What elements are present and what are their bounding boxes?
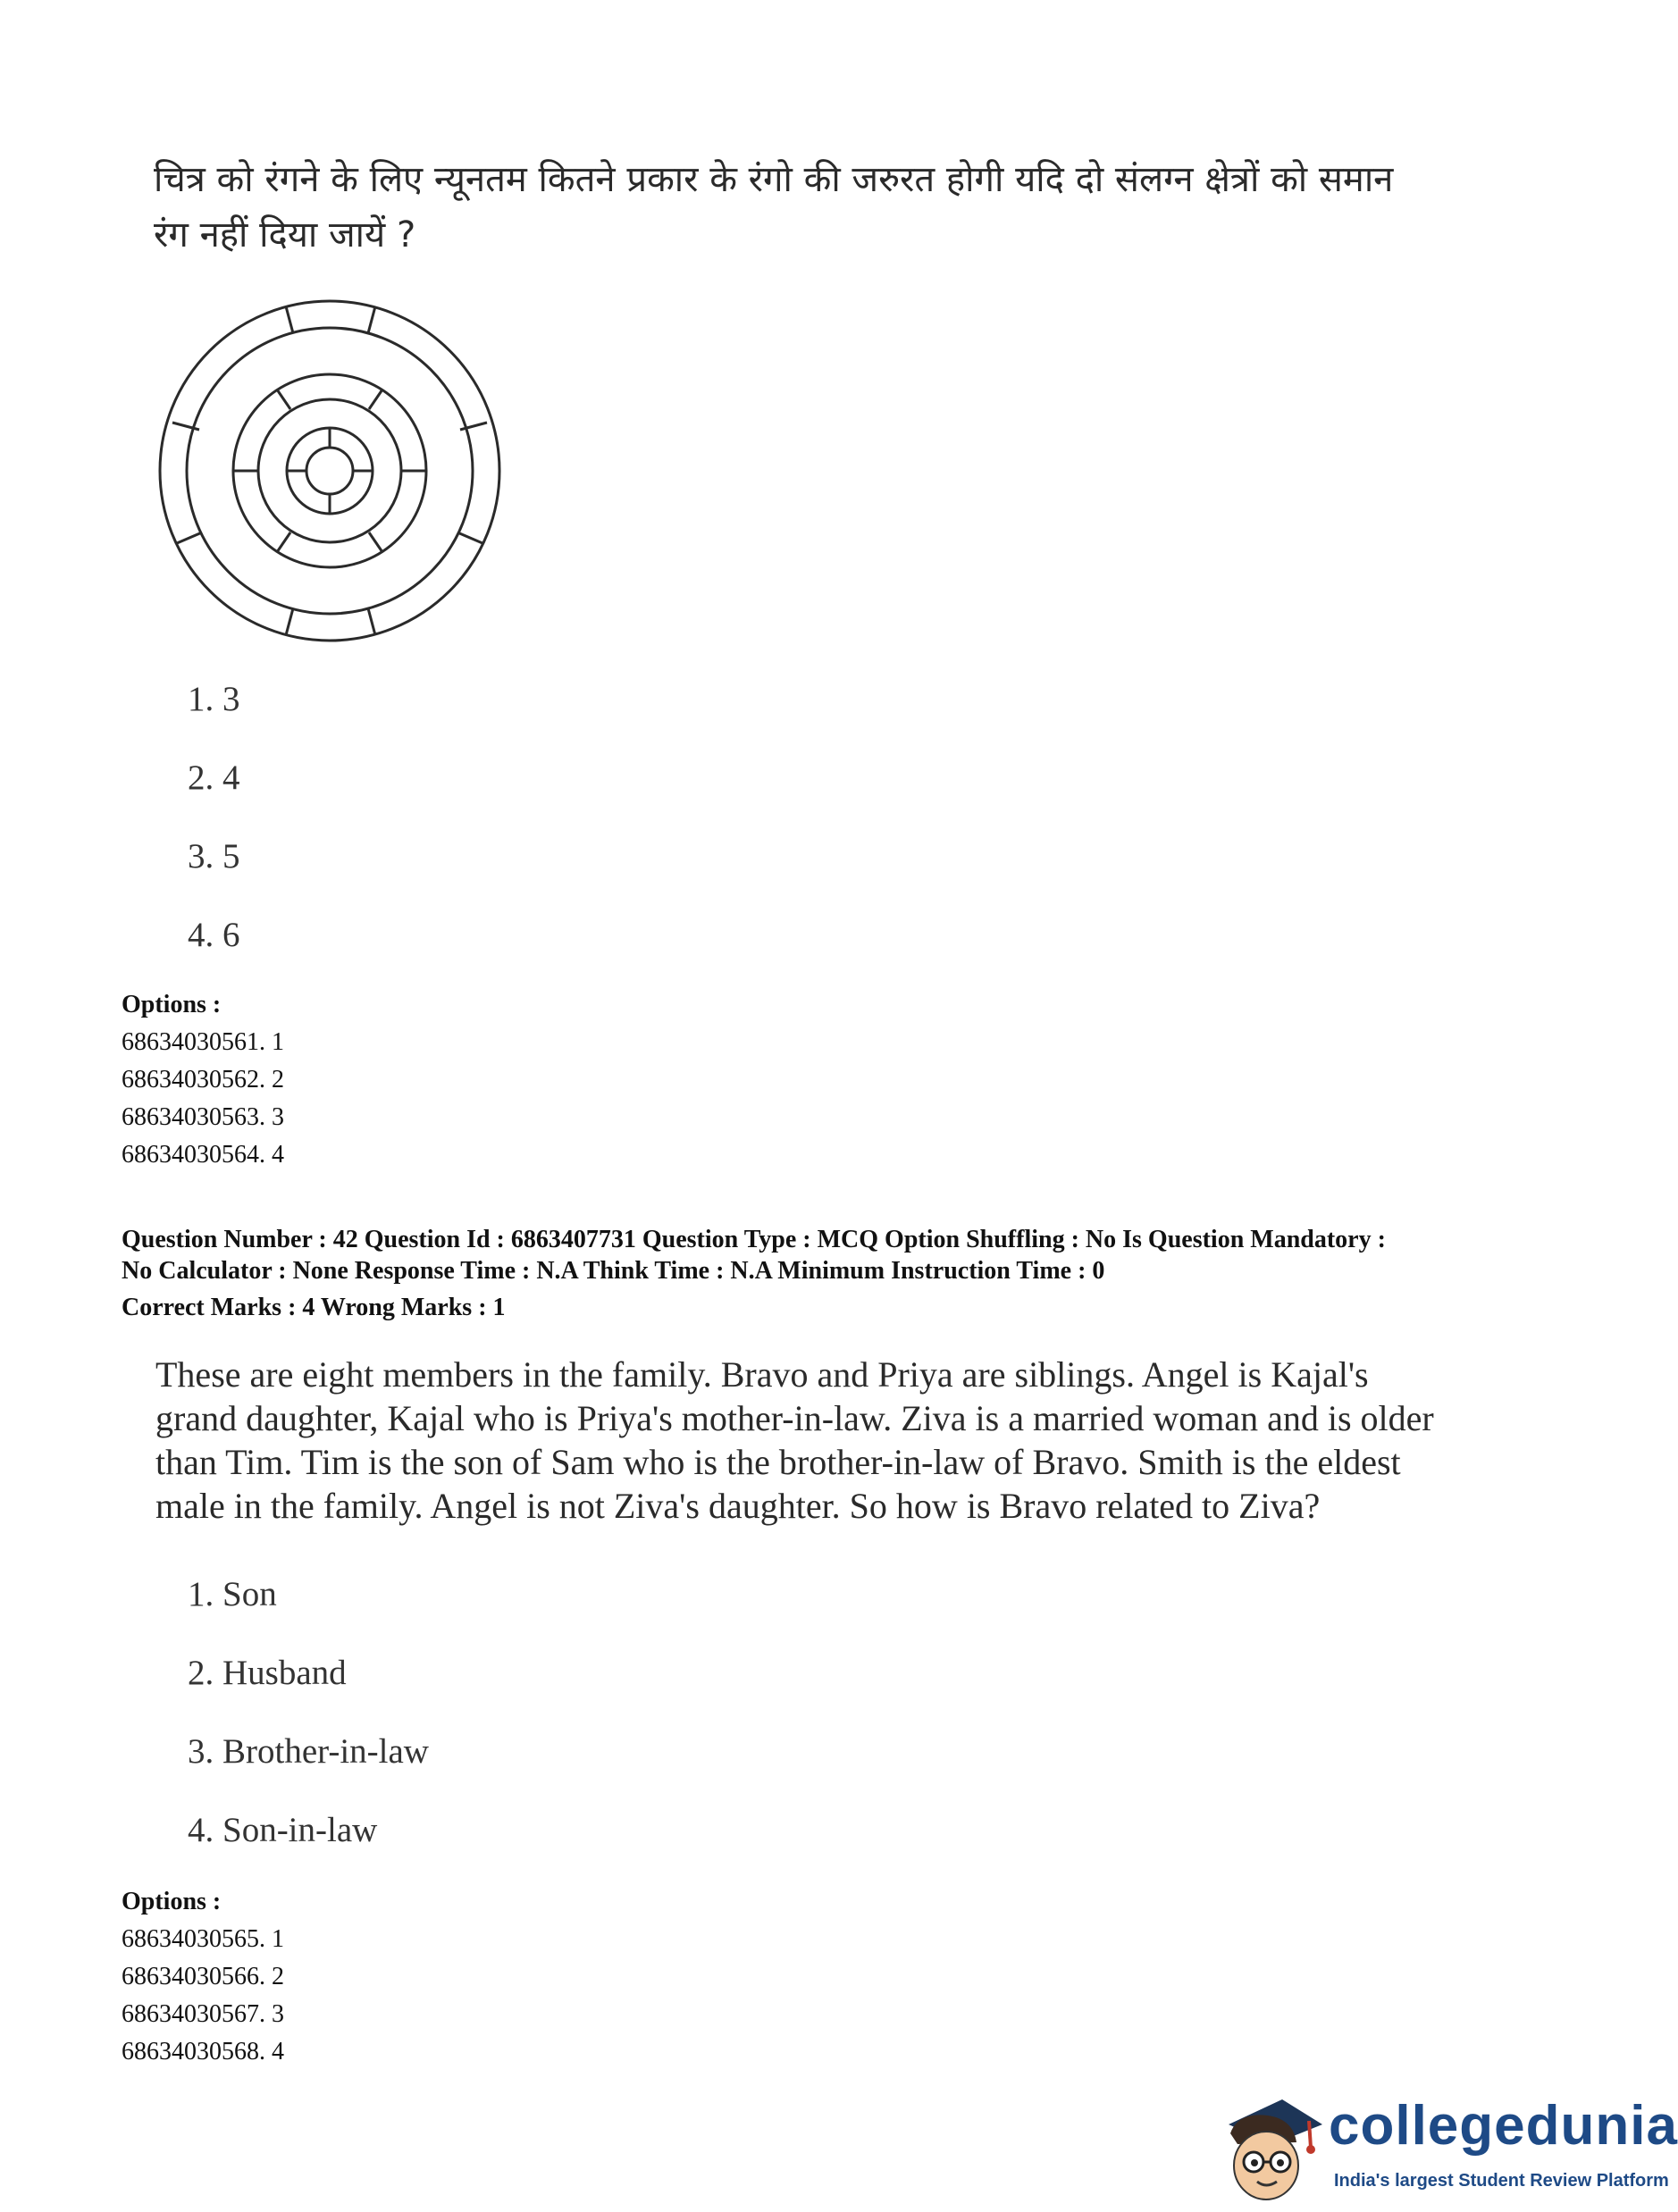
image-option-1: 1. 3 — [188, 680, 240, 718]
question-41-line-2: रंग नहीं दिया जायें ? — [154, 214, 416, 256]
image-option-1: 1. Son — [188, 1575, 277, 1613]
options-label: Options : — [122, 1888, 222, 1915]
question-41-image-options — [188, 679, 240, 993]
option-item: 68634030563. 3 — [122, 1103, 284, 1131]
question-42-meta — [122, 1224, 1569, 1323]
image-option-4: 4. 6 — [188, 916, 240, 954]
option-item: 68634030568. 4 — [122, 2038, 284, 2065]
image-option-3: 3. Brother-in-law — [188, 1732, 429, 1771]
question-42-line-3: than Tim. Tim is the son of Sam who is the brother-in-law of Bravo. Smith is the eldest — [155, 1442, 1401, 1482]
question-41-line-1: चित्र को रंगने के लिए न्यूनतम कितने प्रकार के रंगो की जरुरत होगी यदि दो संलग्न क्षेत्रों को समान — [154, 159, 1394, 200]
option-item: 68634030566. 2 — [122, 1963, 284, 1990]
question-41-text — [154, 154, 1530, 261]
question-marks: Correct Marks : 4 Wrong Marks : 1 — [122, 1294, 506, 1321]
option-item: 68634030567. 3 — [122, 2000, 284, 2028]
mascot-icon — [1211, 2089, 1327, 2205]
options-label: Options : — [122, 991, 222, 1018]
question-meta-line-1: Question Number : 42 Question Id : 6863407731 Question Type : MCQ Option Shuffling : No Is Question Mandatory : — [122, 1226, 1386, 1253]
brand-tagline: India's largest Student Review Platform — [1334, 2171, 1669, 2191]
image-option-4: 4. Son-in-law — [188, 1811, 378, 1849]
concentric-circle-diagram — [152, 293, 508, 649]
question-42-image-options — [188, 1574, 429, 1889]
collegedunia-logo — [1211, 2082, 1678, 2207]
question-41-options — [122, 986, 284, 1174]
question-42-options — [122, 1883, 284, 2071]
image-option-2: 2. 4 — [188, 758, 240, 797]
question-meta-line-2: No Calculator : None Response Time : N.A Think Time : N.A Minimum Instruction Time : 0 — [122, 1257, 1105, 1285]
option-item: 68634030562. 2 — [122, 1066, 284, 1093]
option-item: 68634030561. 1 — [122, 1028, 284, 1056]
image-option-2: 2. Husband — [188, 1654, 347, 1692]
option-item: 68634030564. 4 — [122, 1141, 284, 1169]
option-item: 68634030565. 1 — [122, 1925, 284, 1953]
question-42-line-4: male in the family. Angel is not Ziva's daughter. So how is Bravo related to Ziva? — [155, 1486, 1321, 1526]
question-42-line-2: grand daughter, Kajal who is Priya's mother-in-law. Ziva is a married woman and is older — [155, 1398, 1434, 1438]
image-option-3: 3. 5 — [188, 837, 240, 876]
brand-name: collegedunia — [1329, 2095, 1678, 2157]
question-42-text — [155, 1353, 1549, 1528]
question-42-line-1: These are eight members in the family. Bravo and Priya are siblings. Angel is Kajal's — [155, 1354, 1369, 1395]
